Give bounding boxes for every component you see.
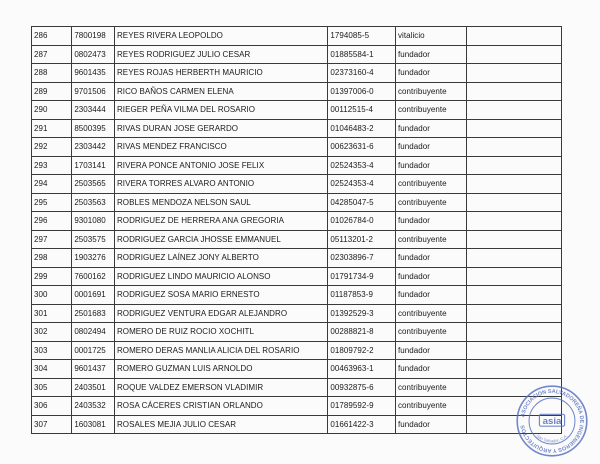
member-id: 05113201-2: [328, 230, 396, 249]
member-name: ROQUE VALDEZ EMERSON VLADIMIR: [114, 378, 327, 397]
empty-cell: [467, 230, 562, 249]
member-code: 0001691: [72, 286, 115, 305]
member-code: 0802494: [72, 323, 115, 342]
seal-bottom-text: San Salvador, C.A.: [535, 433, 569, 444]
row-number: 297: [32, 230, 72, 249]
empty-cell: [467, 267, 562, 286]
member-id: 00932875-6: [328, 378, 396, 397]
row-number: 293: [32, 156, 72, 175]
table-row: [32, 415, 562, 434]
empty-cell: [467, 82, 562, 101]
empty-cell: [467, 323, 562, 342]
members-table-body: [32, 27, 562, 434]
member-id: 01661422-3: [328, 415, 396, 434]
member-id: 02303896-7: [328, 249, 396, 268]
member-type: fundador: [395, 286, 466, 305]
member-code: 0802473: [72, 45, 115, 64]
members-table: [31, 26, 562, 434]
member-code: 1703141: [72, 156, 115, 175]
empty-cell: [467, 286, 562, 305]
member-id: 01885584-1: [328, 45, 396, 64]
member-code: 2403532: [72, 397, 115, 416]
member-id: 04285047-5: [328, 193, 396, 212]
member-code: 2503575: [72, 230, 115, 249]
empty-cell: [467, 360, 562, 379]
row-number: 306: [32, 397, 72, 416]
member-type: fundador: [395, 64, 466, 83]
member-name: RIVAS DURAN JOSE GERARDO: [114, 119, 327, 138]
member-code: 7600162: [72, 267, 115, 286]
member-name: RICO BAÑOS CARMEN ELENA: [114, 82, 327, 101]
empty-cell: [467, 249, 562, 268]
table-row: [32, 212, 562, 231]
member-id: 00623631-6: [328, 138, 396, 157]
table-row: [32, 119, 562, 138]
member-name: ROMERO DERAS MANLIA ALICIA DEL ROSARIO: [114, 341, 327, 360]
row-number: 301: [32, 304, 72, 323]
table-row: [32, 249, 562, 268]
empty-cell: [467, 341, 562, 360]
member-id: 1794085-5: [328, 27, 396, 46]
member-name: RODRIGUEZ GARCIA JHOSSE EMMANUEL: [114, 230, 327, 249]
member-id: 00288821-8: [328, 323, 396, 342]
member-type: contribuyente: [395, 101, 466, 120]
member-name: RIVERA TORRES ALVARO ANTONIO: [114, 175, 327, 194]
member-type: contribuyente: [395, 175, 466, 194]
member-name: REYES RIVERA LEOPOLDO: [114, 27, 327, 46]
row-number: 299: [32, 267, 72, 286]
member-type: contribuyente: [395, 304, 466, 323]
table-row: [32, 45, 562, 64]
member-id: 02524353-4: [328, 175, 396, 194]
svg-text:San Salvador, C.A.: [536, 433, 569, 443]
member-code: 0001725: [72, 341, 115, 360]
empty-cell: [467, 45, 562, 64]
row-number: 302: [32, 323, 72, 342]
row-number: 288: [32, 64, 72, 83]
member-type: contribuyente: [395, 378, 466, 397]
member-id: 01397006-0: [328, 82, 396, 101]
table-row: [32, 82, 562, 101]
asia-seal-stamp: [515, 384, 589, 458]
empty-cell: [467, 175, 562, 194]
member-name: RODRIGUEZ LINDO MAURICIO ALONSO: [114, 267, 327, 286]
member-code: 8500395: [72, 119, 115, 138]
row-number: 303: [32, 341, 72, 360]
member-type: contribuyente: [395, 323, 466, 342]
member-type: fundador: [395, 360, 466, 379]
member-id: 01809792-2: [328, 341, 396, 360]
table-row: [32, 101, 562, 120]
member-code: 2503565: [72, 175, 115, 194]
member-type: contribuyente: [395, 193, 466, 212]
member-id: 01791734-9: [328, 267, 396, 286]
member-type: fundador: [395, 341, 466, 360]
row-number: 289: [32, 82, 72, 101]
member-code: 1603081: [72, 415, 115, 434]
member-id: 00463963-1: [328, 360, 396, 379]
member-name: RODRIGUEZ LAÍNEZ JONY ALBERTO: [114, 249, 327, 268]
row-number: 300: [32, 286, 72, 305]
member-code: 1903276: [72, 249, 115, 268]
row-number: 292: [32, 138, 72, 157]
table-row: [32, 341, 562, 360]
empty-cell: [467, 304, 562, 323]
member-name: RIEGER PEÑA VILMA DEL ROSARIO: [114, 101, 327, 120]
empty-cell: [467, 138, 562, 157]
table-row: [32, 64, 562, 83]
member-id: 01046483-2: [328, 119, 396, 138]
member-code: 2503563: [72, 193, 115, 212]
member-name: ROSA CÁCERES CRISTIAN ORLANDO: [114, 397, 327, 416]
empty-cell: [467, 64, 562, 83]
row-number: 286: [32, 27, 72, 46]
member-name: ROBLES MENDOZA NELSON SAUL: [114, 193, 327, 212]
member-code: 9301080: [72, 212, 115, 231]
member-id: 02373160-4: [328, 64, 396, 83]
member-id: 01789592-9: [328, 397, 396, 416]
member-name: ROMERO GUZMAN LUIS ARNOLDO: [114, 360, 327, 379]
row-number: 305: [32, 378, 72, 397]
member-type: fundador: [395, 45, 466, 64]
member-type: contribuyente: [395, 397, 466, 416]
member-name: ROMERO DE RUIZ ROCIO XOCHITL: [114, 323, 327, 342]
member-name: RODRIGUEZ VENTURA EDGAR ALEJANDRO: [114, 304, 327, 323]
member-type: fundador: [395, 119, 466, 138]
row-number: 290: [32, 101, 72, 120]
row-number: 291: [32, 119, 72, 138]
empty-cell: [467, 156, 562, 175]
member-code: 2501683: [72, 304, 115, 323]
member-type: fundador: [395, 267, 466, 286]
member-name: ROSALES MEJIA JULIO CESAR: [114, 415, 327, 434]
row-number: 298: [32, 249, 72, 268]
table-row: [32, 267, 562, 286]
table-row: [32, 175, 562, 194]
member-name: RODRIGUEZ SOSA MARIO ERNESTO: [114, 286, 327, 305]
seal-center-text: asia: [542, 415, 562, 427]
member-code: 2303442: [72, 138, 115, 157]
member-type: contribuyente: [395, 230, 466, 249]
member-type: fundador: [395, 415, 466, 434]
table-row: [32, 397, 562, 416]
member-id: 01392529-3: [328, 304, 396, 323]
member-id: 00112515-4: [328, 101, 396, 120]
row-number: 296: [32, 212, 72, 231]
empty-cell: [467, 193, 562, 212]
row-number: 295: [32, 193, 72, 212]
table-row: [32, 193, 562, 212]
member-code: 2403501: [72, 378, 115, 397]
member-type: fundador: [395, 212, 466, 231]
row-number: 307: [32, 415, 72, 434]
table-row: [32, 27, 562, 46]
member-name: RODRIGUEZ DE HERRERA ANA GREGORIA: [114, 212, 327, 231]
member-name: REYES ROJAS HERBERTH MAURICIO: [114, 64, 327, 83]
empty-cell: [467, 212, 562, 231]
seal-outer-text: ASOCIACIÓN SALVADOREÑA DE INGENIEROS Y ARQUITECTOS: [520, 388, 585, 454]
table-row: [32, 323, 562, 342]
member-code: 2303444: [72, 101, 115, 120]
table-row: [32, 138, 562, 157]
member-type: contribuyente: [395, 82, 466, 101]
member-name: REYES RODRIGUEZ JULIO CESAR: [114, 45, 327, 64]
row-number: 304: [32, 360, 72, 379]
row-number: 294: [32, 175, 72, 194]
member-name: RIVAS MENDEZ FRANCISCO: [114, 138, 327, 157]
member-name: RIVERA PONCE ANTONIO JOSE FELIX: [114, 156, 327, 175]
member-id: 01187853-9: [328, 286, 396, 305]
member-type: vitalicio: [395, 27, 466, 46]
member-type: fundador: [395, 156, 466, 175]
empty-cell: [467, 101, 562, 120]
member-code: 9701506: [72, 82, 115, 101]
table-row: [32, 360, 562, 379]
member-type: fundador: [395, 249, 466, 268]
member-code: 9601435: [72, 64, 115, 83]
table-row: [32, 230, 562, 249]
member-id: 02524353-4: [328, 156, 396, 175]
member-id: 01026784-0: [328, 212, 396, 231]
empty-cell: [467, 119, 562, 138]
empty-cell: [467, 27, 562, 46]
member-type: fundador: [395, 138, 466, 157]
table-row: [32, 304, 562, 323]
row-number: 287: [32, 45, 72, 64]
table-row: [32, 286, 562, 305]
table-row: [32, 378, 562, 397]
member-code: 7800198: [72, 27, 115, 46]
table-row: [32, 156, 562, 175]
member-code: 9601437: [72, 360, 115, 379]
